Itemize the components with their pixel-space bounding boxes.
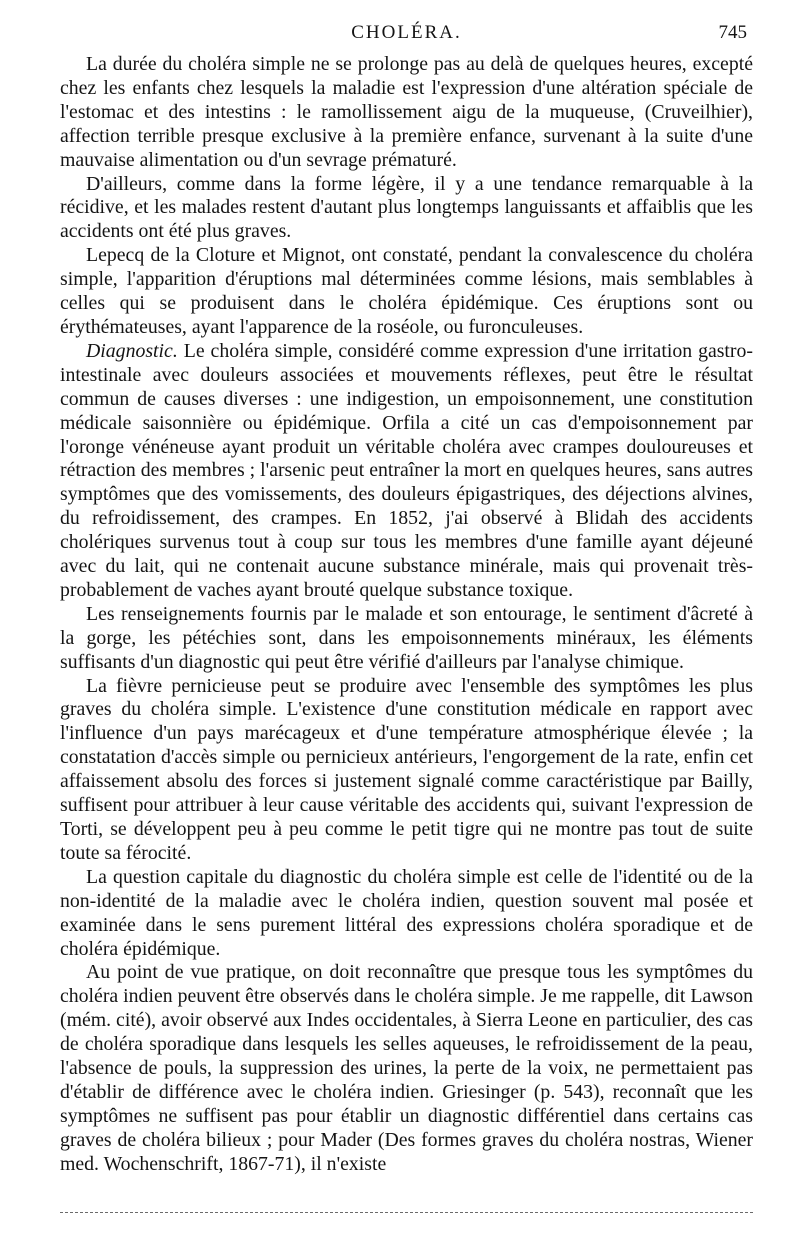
paragraph — [60, 53, 753, 173]
paragraph-text: Au point de vue pratique, on doit reconnaître que presque tous les symptômes du choléra indien peuvent être observés dans le choléra simple. Je me rappelle, dit Lawson (mém. cité), avoir observé aux Indes occidentales, à Sierra Leone en particulier, des cas de choléra sporadique dans lesquels les selles aqueuses, le refroidissement de la peau, l'absence de pouls, la suppression des urines, la perte de la voix, ne permettaient pas d'établir de différence avec le choléra indien. Griesinger (p. 543), reconnaît que les symptômes ne suffisent pas pour établir un diagnostic différentiel dans certains cas graves de choléra bilieux ; pour Mader (Des formes graves du choléra nostras, Wiener med. Wochenschrift, 1867-71), il n'existe — [60, 961, 753, 1175]
body-text — [60, 53, 753, 1177]
paragraph-text: La durée du choléra simple ne se prolonge pas au delà de quelques heures, excepté chez les enfants chez lesquels la maladie est l'expression d'une altération spéciale de l'estomac et des intestins : le ramollissement aigu de la muqueuse, (Cruveilhier), affection terrible presque exclusive à la première enfance, survenant à la suite d'une mauvaise alimentation ou d'un sevrage prématuré. — [60, 53, 753, 171]
paragraph-text: La fièvre pernicieuse peut se produire avec l'ensemble des symptômes les plus graves du choléra simple. L'existence d'une constitution médicale en rapport avec l'influence d'un pays marécageux et d'une température atmosphérique élevée ; la constatation d'accès simple ou pernicieux antérieurs, l'engorgement de la rate, enfin cet affaissement absolu des forces si justement signalé comme caractéristique par Bailly, suffisent pour attribuer à leur cause véritable des accidents qui, suivant l'expression de Torti, se développent peu à peu comme le petit tigre qui ne montre pas tout de suite toute sa férocité. — [60, 674, 753, 864]
paragraph — [60, 675, 753, 866]
running-title: CHOLÉRA. — [351, 22, 462, 43]
paragraph — [60, 340, 753, 603]
page-header — [60, 20, 753, 50]
paragraph — [60, 173, 753, 245]
section-label: Diagnostic. — [86, 339, 178, 362]
paragraph — [60, 866, 753, 962]
paragraph-text: D'ailleurs, comme dans la forme légère, il y a une tendance remarquable à la récidive, et les malades restent d'autant plus longtemps languissants et affaiblis que les accidents ont été plus graves. — [60, 172, 753, 243]
paragraph-text: Lepecq de la Cloture et Mignot, ont constaté, pendant la convalescence du choléra simple, l'apparition d'éruptions mal déterminées comme lésions, mais semblables à celles qui se produisent dans le choléra épidémique. Ces éruptions sont ou érythémateuses, ayant l'apparence de la roséole, ou furonculeuses. — [60, 244, 753, 338]
paragraph — [60, 603, 753, 675]
paragraph-text: Les renseignements fournis par le malade et son entourage, le sentiment d'âcreté à la gorge, les pétéchies sont, dans les empoisonnements minéraux, les éléments suffisants d'un diagnostic qui peut être vérifié d'ailleurs par l'analyse chimique. — [60, 602, 753, 673]
paragraph-text: Le choléra simple, considéré comme expression d'une irritation gastro-intestinale avec douleurs associées et mouvements réflexes, peut être le résultat commun de causes diverses : une indigestion, un empoisonnement, une constitution médicale saisonnière ou épidémique. Orfila a cité un cas d'empoisonnement par l'oronge vénéneuse ayant produit un véritable choléra avec crampes douloureuses et rétraction des membres ; l'arsenic peut entraîner la mort en quelques heures, sans autres symptômes que des vomissements, des douleurs épigastriques, des déjections alvines, du refroidissement, des crampes. En 1852, j'ai observé à Blidah des accidents cholériques survenus tout à coup sur tous les membres d'une famille ayant déjeuné avec du lait, qui ne contenait aucune substance minérale, mais qui provenait très-probablement de vaches ayant brouté quelque substance toxique. — [60, 339, 753, 601]
page-number: 745 — [718, 22, 747, 43]
paragraph — [60, 244, 753, 340]
paragraph — [60, 961, 753, 1176]
paragraph-text: La question capitale du diagnostic du choléra simple est celle de l'identité ou de la non-identité de la maladie avec le choléra indien, question souvent mal posée et examinée dans le sens purement littéral des expressions choléra sporadique et de choléra épidémique. — [60, 865, 753, 960]
footer-rule — [60, 1212, 753, 1213]
